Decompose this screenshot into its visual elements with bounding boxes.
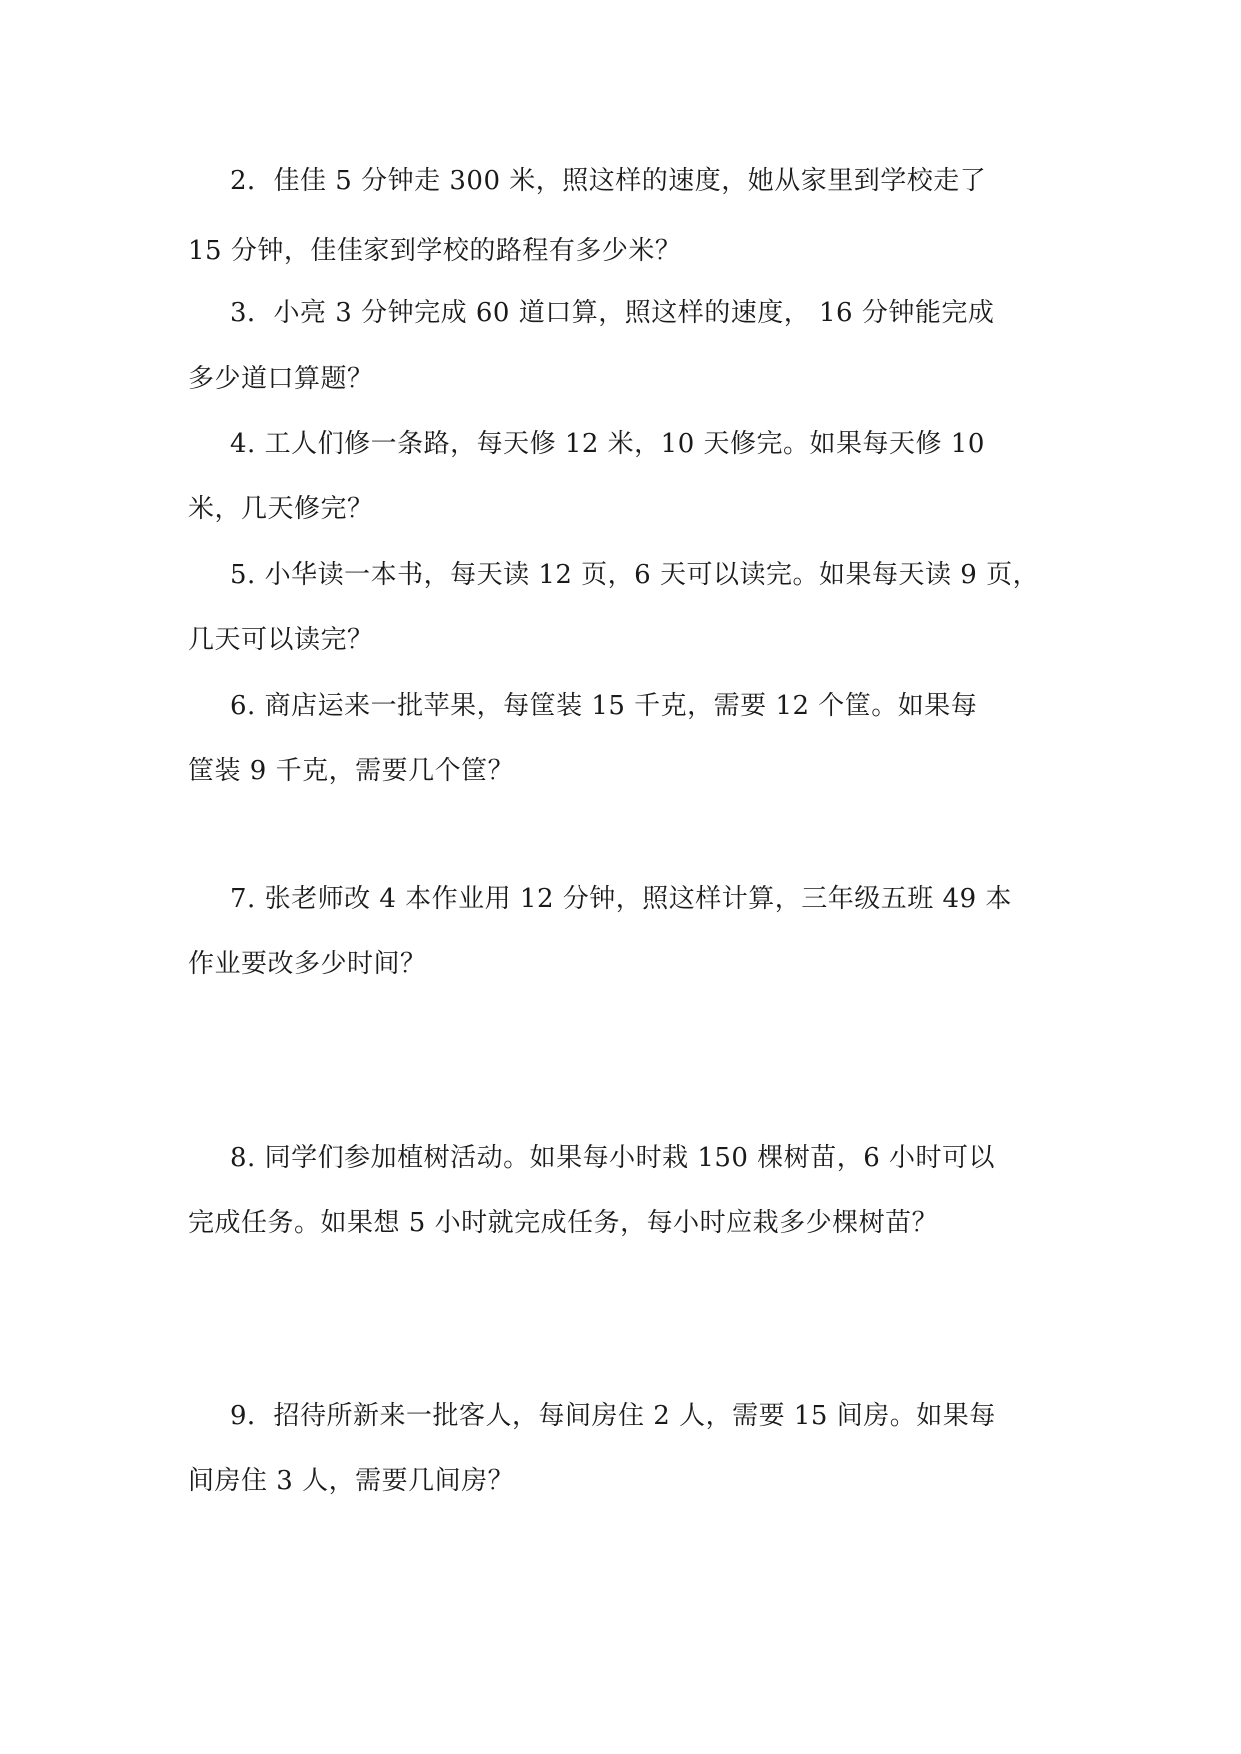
problem-7-line-1: 7. 张老师改 4 本作业用 12 分钟，照这样计算，三年级五班 49 本 bbox=[230, 884, 1012, 914]
problem-4-line-2: 米，几天修完？ bbox=[188, 494, 374, 524]
problem-8-line-2: 完成任务。如果想 5 小时就完成任务，每小时应栽多少棵树苗？ bbox=[188, 1208, 939, 1238]
problem-9-line-2: 间房住 3 人，需要几间房？ bbox=[188, 1466, 515, 1496]
problem-2-line-2: 15 分钟，佳佳家到学校的路程有多少米？ bbox=[188, 236, 682, 266]
problem-2-line-1: 2．佳佳 5 分钟走 300 米，照这样的速度，她从家里到学校走了 bbox=[230, 166, 987, 196]
problem-3-line-1: 3．小亮 3 分钟完成 60 道口算，照这样的速度， 16 分钟能完成 bbox=[230, 298, 995, 328]
problem-7-line-2: 作业要改多少时间？ bbox=[188, 949, 427, 979]
problem-3-line-2: 多少道口算题？ bbox=[188, 364, 374, 394]
problem-6-line-1: 6. 商店运来一批苹果，每筐装 15 千克，需要 12 个筐。如果每 bbox=[230, 691, 978, 721]
problem-4-line-1: 4. 工人们修一条路，每天修 12 米，10 天修完。如果每天修 10 bbox=[230, 429, 985, 459]
problem-6-line-2: 筐装 9 千克，需要几个筐？ bbox=[188, 756, 515, 786]
problem-8-line-1: 8. 同学们参加植树活动。如果每小时栽 150 棵树苗，6 小时可以 bbox=[230, 1143, 996, 1173]
problem-5-line-1: 5. 小华读一本书，每天读 12 页，6 天可以读完。如果每天读 9 页， bbox=[230, 560, 1040, 590]
problem-5-line-2: 几天可以读完？ bbox=[188, 625, 374, 655]
problem-9-line-1: 9．招待所新来一批客人，每间房住 2 人，需要 15 间房。如果每 bbox=[230, 1401, 996, 1431]
